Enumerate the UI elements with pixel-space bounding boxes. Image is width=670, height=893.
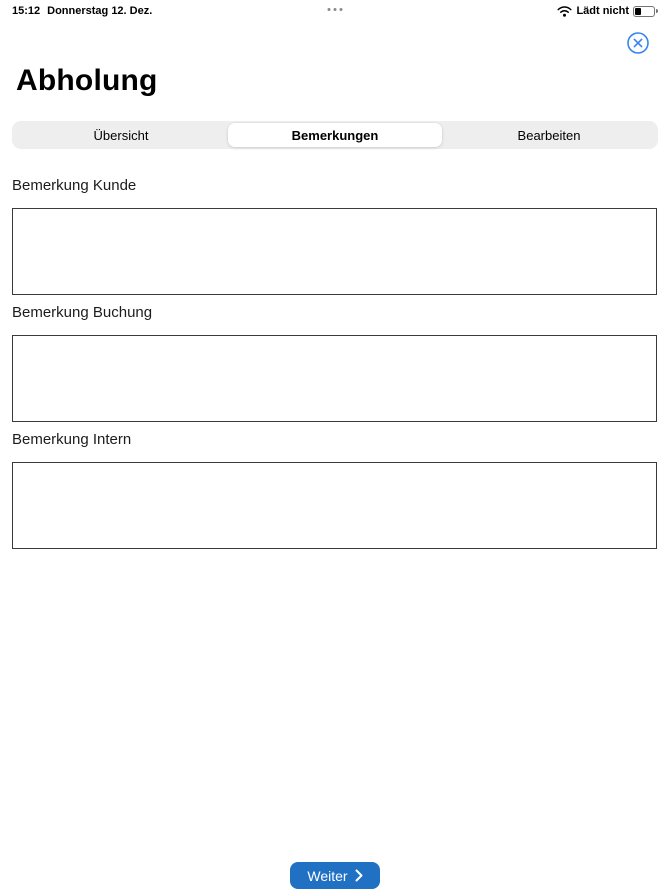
- field-label: Bemerkung Buchung: [12, 304, 153, 321]
- status-time: 15:12: [12, 5, 41, 17]
- field-bemerkung-buchung: [12, 304, 657, 422]
- chevron-right-icon: [355, 869, 363, 882]
- bemerkung-buchung-input[interactable]: [12, 335, 657, 422]
- field-label: Bemerkung Intern: [12, 431, 132, 448]
- field-bemerkung-intern: [12, 431, 657, 549]
- close-button[interactable]: [627, 32, 649, 54]
- tab-bearbeiten[interactable]: Bearbeiten: [442, 123, 656, 147]
- status-left: [12, 5, 152, 17]
- field-label: Bemerkung Kunde: [12, 177, 137, 194]
- status-right: [557, 5, 658, 17]
- battery-status-label: Lädt nicht: [576, 5, 629, 17]
- status-date: Donnerstag 12. Dez.: [47, 5, 153, 17]
- tab-uebersicht[interactable]: Übersicht: [14, 123, 228, 147]
- bemerkung-kunde-input[interactable]: [12, 208, 657, 295]
- status-bar: [0, 0, 670, 22]
- battery-icon: [633, 6, 655, 17]
- page-title: Abholung: [16, 64, 158, 97]
- tab-bemerkungen[interactable]: Bemerkungen: [228, 123, 442, 147]
- field-bemerkung-kunde: [12, 177, 657, 295]
- bemerkung-intern-input[interactable]: [12, 462, 657, 549]
- weiter-button[interactable]: [290, 862, 380, 889]
- close-icon: [627, 32, 649, 54]
- remarks-form: [12, 177, 657, 558]
- wifi-icon: [557, 6, 572, 17]
- segmented-control: [12, 121, 658, 149]
- weiter-button-label: Weiter: [307, 867, 348, 884]
- multitask-dots-icon: [328, 8, 343, 11]
- footer: [0, 862, 670, 889]
